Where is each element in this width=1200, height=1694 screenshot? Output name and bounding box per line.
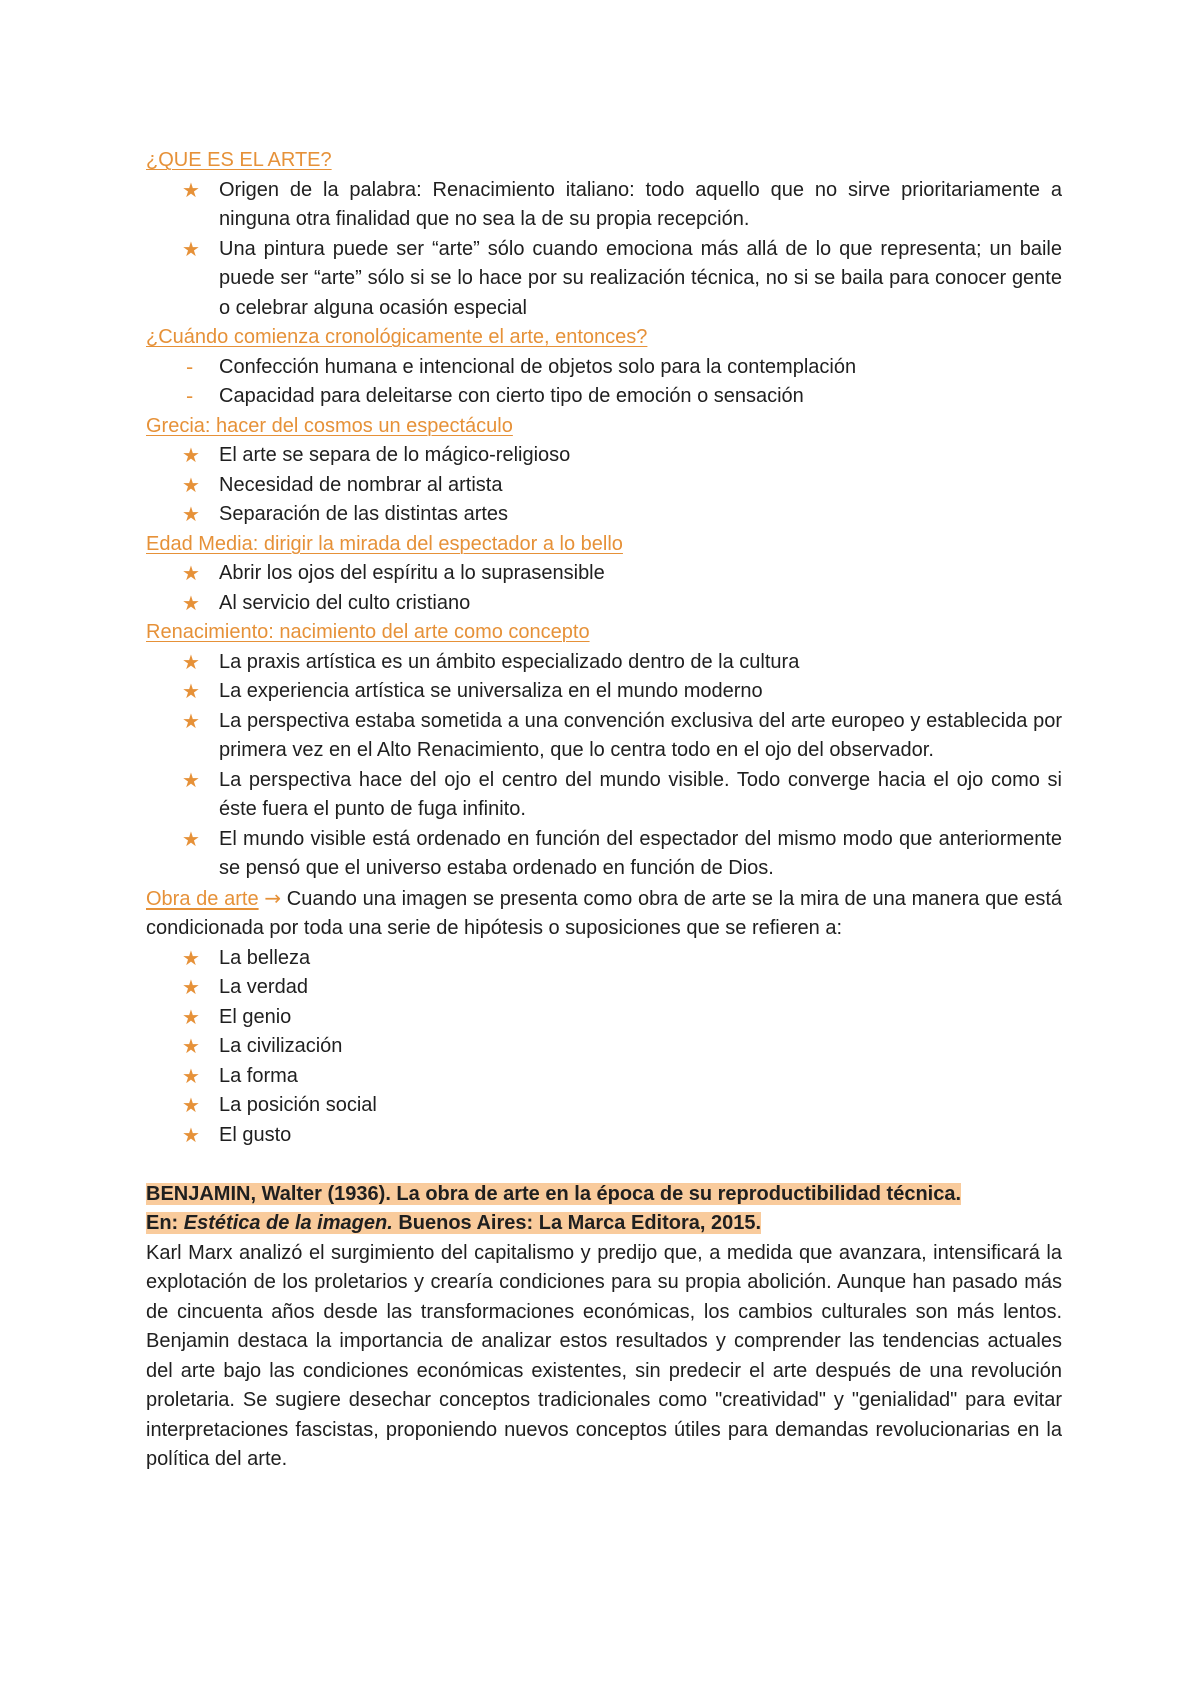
list-item bbox=[146, 500, 1062, 530]
star-bullet-icon: ★ bbox=[182, 826, 200, 851]
reference-line-1: BENJAMIN, Walter (1936). La obra de arte en la época de su reproductibilidad técnica. bbox=[146, 1182, 962, 1205]
star-bullet-icon: ★ bbox=[182, 975, 200, 999]
star-bullet-icon: ★ bbox=[182, 561, 200, 585]
list-item-text: Capacidad para deleitarse con cierto tipo de emoción o sensación bbox=[219, 385, 804, 407]
list-item bbox=[146, 441, 1062, 471]
list-item bbox=[146, 648, 1062, 678]
star-bullet-icon: ★ bbox=[182, 1034, 200, 1058]
star-bullet-icon: ★ bbox=[182, 443, 200, 467]
section-heading-que-es-el-arte: ¿QUE ES EL ARTE? bbox=[146, 149, 332, 171]
section-list-edad-media bbox=[146, 559, 1062, 618]
list-item-text: La praxis artística es un ámbito especializado dentro de la cultura bbox=[219, 650, 800, 673]
list-item-text: El mundo visible está ordenado en función del espectador del mismo modo que anteriormente se pensó que el universo estaba ordenado en función de Dios. bbox=[219, 827, 1062, 879]
section-list-grecia bbox=[146, 441, 1062, 530]
reference-prefix: En: bbox=[146, 1212, 184, 1234]
list-item-text: Abrir los ojos del espíritu a lo suprasensible bbox=[219, 562, 605, 584]
list-item-text: Confección humana e intencional de objetos solo para la contemplación bbox=[219, 355, 857, 378]
reference-book-title: Estética de la imagen. bbox=[183, 1212, 393, 1234]
reference-line-2 bbox=[146, 1212, 761, 1234]
star-bullet-icon: ★ bbox=[182, 708, 200, 733]
list-item bbox=[146, 766, 1062, 825]
bibliographic-reference bbox=[146, 1180, 1062, 1239]
star-bullet-icon: ★ bbox=[182, 1004, 200, 1029]
list-item-text: El genio bbox=[219, 1005, 292, 1028]
star-bullet-icon: ★ bbox=[182, 177, 200, 202]
list-item bbox=[146, 559, 1062, 589]
dash-bullet-icon: - bbox=[186, 384, 194, 408]
list-item-text: Origen de la palabra: Renacimiento italiano: todo aquello que no sirve prioritariamente a ninguna otra finalidad que no sea la de su propia recepción. bbox=[219, 178, 1062, 230]
list-item bbox=[146, 353, 1062, 383]
list-item bbox=[146, 973, 1062, 1003]
list-item-text: La verdad bbox=[219, 976, 308, 998]
reference-publisher: Buenos Aires: La Marca Editora, 2015. bbox=[392, 1212, 762, 1234]
list-item-text: El gusto bbox=[219, 1123, 292, 1146]
list-item bbox=[146, 677, 1062, 707]
obra-de-arte-link[interactable]: Obra de arte bbox=[146, 887, 259, 910]
section-heading-cuando-comienza[interactable]: ¿Cuándo comienza cronológicamente el arte, entonces? bbox=[146, 326, 648, 348]
dash-bullet-icon: - bbox=[186, 354, 194, 379]
star-bullet-icon: ★ bbox=[182, 1122, 200, 1147]
star-bullet-icon: ★ bbox=[182, 236, 200, 261]
list-item-text: La civilización bbox=[219, 1035, 343, 1057]
section-heading-renacimiento[interactable]: Renacimiento: nacimiento del arte como concepto bbox=[146, 621, 590, 643]
obra-de-arte-list bbox=[146, 944, 1062, 1151]
list-item-text: Separación de las distintas artes bbox=[219, 503, 509, 525]
star-bullet-icon: ★ bbox=[182, 1093, 200, 1117]
section-list-cuando-comienza bbox=[146, 353, 1062, 412]
list-item bbox=[146, 825, 1062, 884]
list-item bbox=[146, 944, 1062, 974]
obra-de-arte-text: Cuando una imagen se presenta como obra de arte se la mira de una manera que está condicionada por toda una serie de hipótesis o suposiciones que se refieren a: bbox=[146, 887, 1062, 939]
list-item-text: La perspectiva estaba sometida a una convención exclusiva del arte europeo y establecida por primera vez en el Alto Renacimiento, que lo centra todo en el ojo del observador. bbox=[219, 709, 1062, 761]
list-item-text: La belleza bbox=[219, 946, 311, 969]
section-list-renacimiento bbox=[146, 648, 1062, 884]
list-item-text: La perspectiva hace del ojo el centro del mundo visible. Todo converge hacia el ojo como si éste fuera el punto de fuga infinito. bbox=[219, 768, 1062, 820]
list-item bbox=[146, 589, 1062, 619]
section-heading-edad-media[interactable]: Edad Media: dirigir la mirada del espectador a lo bello bbox=[146, 532, 623, 555]
obra-de-arte-paragraph bbox=[146, 884, 1062, 944]
list-item-text: La experiencia artística se universaliza en el mundo moderno bbox=[219, 680, 763, 702]
list-item bbox=[146, 176, 1062, 235]
list-item-text: El arte se separa de lo mágico-religioso bbox=[219, 444, 571, 466]
list-item bbox=[146, 1121, 1062, 1151]
list-item bbox=[146, 235, 1062, 324]
list-item bbox=[146, 707, 1062, 766]
star-bullet-icon: ★ bbox=[182, 649, 200, 674]
star-bullet-icon: ★ bbox=[182, 767, 200, 792]
list-item bbox=[146, 1003, 1062, 1033]
summary-paragraph: Karl Marx analizó el surgimiento del capitalismo y predijo que, a medida que avanzara, intensificará la explotación de los proletarios y crearía condiciones para su propia abolición. Aunque han pasado más de cincuenta años desde las transformaciones económicas, los cambios culturales son más lentos. Benjamin destaca la importancia de analizar estos resultados y comprender las tendencias actuales del arte bajo las condiciones económicas existentes, sin predecir el arte después de una revolución proletaria. Se sugiere desechar conceptos tradicionales como "creatividad" y "genialidad" para evitar interpretaciones fascistas, proponiendo nuevos conceptos útiles para demandas revolucionarias en la política del arte. bbox=[146, 1241, 1062, 1470]
star-bullet-icon: ★ bbox=[182, 945, 200, 970]
list-item bbox=[146, 382, 1062, 412]
list-item bbox=[146, 1032, 1062, 1062]
list-item-text: La forma bbox=[219, 1064, 298, 1087]
list-item bbox=[146, 471, 1062, 501]
arrow-right-icon: → bbox=[264, 885, 282, 910]
list-item-text: Una pintura puede ser “arte” sólo cuando emociona más allá de lo que representa; un baile puede ser “arte” sólo si se lo hace por su realización técnica, no si se baila para conocer gente o celebrar alguna ocasión especial bbox=[219, 237, 1062, 319]
list-item-text: Al servicio del culto cristiano bbox=[219, 591, 471, 614]
star-bullet-icon: ★ bbox=[182, 590, 200, 615]
list-item bbox=[146, 1091, 1062, 1121]
star-bullet-icon: ★ bbox=[182, 472, 200, 497]
list-item-text: La posición social bbox=[219, 1094, 377, 1116]
star-bullet-icon: ★ bbox=[182, 1063, 200, 1088]
section-list-que-es-el-arte bbox=[146, 176, 1062, 324]
section-heading-grecia[interactable]: Grecia: hacer del cosmos un espectáculo bbox=[146, 414, 513, 437]
star-bullet-icon: ★ bbox=[182, 502, 200, 526]
list-item bbox=[146, 1062, 1062, 1092]
list-item-text: Necesidad de nombrar al artista bbox=[219, 473, 503, 496]
document-page bbox=[146, 146, 1062, 1475]
star-bullet-icon: ★ bbox=[182, 679, 200, 703]
blank-line bbox=[146, 1150, 1062, 1180]
